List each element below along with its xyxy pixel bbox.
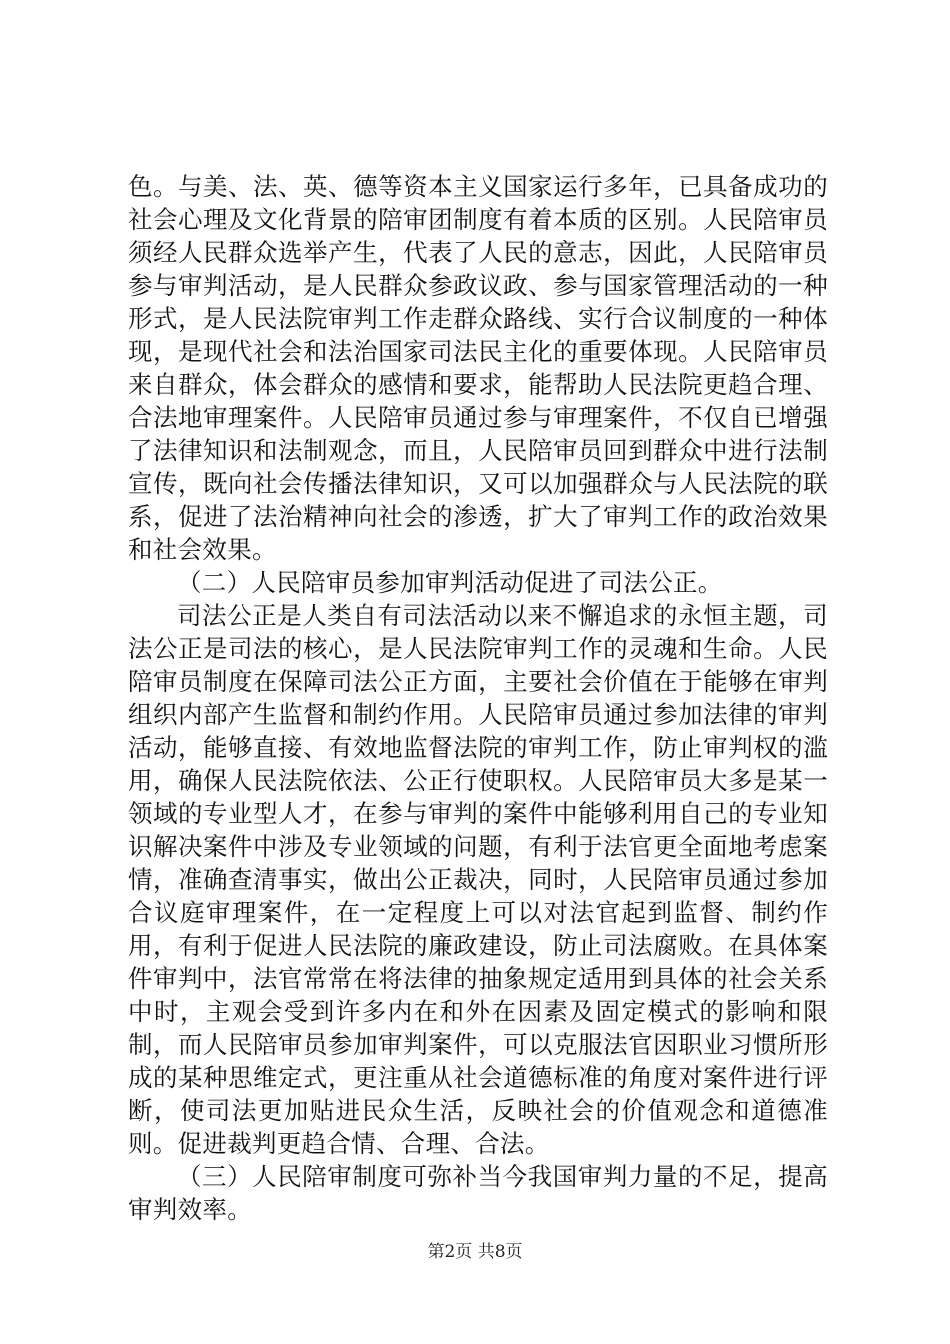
- section-heading-2: （二）人民陪审员参加审判活动促进了司法公正。: [177, 568, 723, 597]
- page-number-label: 第2页 共8页: [427, 1242, 523, 1262]
- page-footer: [0, 1240, 950, 1264]
- paragraph-judicial-fairness: 司法公正是人类自有司法活动以来不懈追求的永恒主题，司法公正是司法的核心，是人民法院审判工作的灵魂和生命。人民陪审员制度在保障司法公正方面，主要社会价值在于能够在审判组织内部产生监督和制约作用。人民陪审员通过参加法律的审判活动，能够直接、有效地监督法院的审判工作，防止审判权的滥用，确保人民法院依法、公正行使职权。人民陪审员大多是某一领域的专业型人才，在参与审判的案件中能够利用自己的专业知识解决案件中涉及专业领域的问题，有利于法官更全面地考虑案情，准确查清事实，做出公正裁决，同时，人民陪审员通过参加合议庭审理案件，在一定程度上可以对法官起到监督、制约作用，有利于促进人民法院的廉政建设，防止司法腐败。在具体案件审判中，法官常常在将法律的抽象规定适用到具体的社会关系中时，主观会受到许多内在和外在因素及固定模式的影响和限制，而人民陪审员参加审判案件，可以克服法官因职业习惯所形成的某种思维定式，更注重从社会道德标准的角度对案件进行评断，使司法更加贴进民众生活，反映社会的价值观念和道德准则。促进裁判更趋合情、合理、合法。: [128, 601, 828, 1158]
- document-body: [128, 170, 828, 1226]
- section-heading-3: （三）人民陪审制度可弥补当今我国审判力量的不足，提高审判效率。: [128, 1162, 828, 1224]
- paragraph-continuation: 色。与美、法、英、德等资本主义国家运行多年，已具备成功的社会心理及文化背景的陪审团制度有着本质的区别。人民陪审员须经人民群众选举产生，代表了人民的意志，因此，人民陪审员参与审判活动，是人民群众参政议政、参与国家管理活动的一种形式，是人民法院审判工作走群众路线、实行合议制度的一种体现，是现代社会和法治国家司法民主化的重要体现。人民陪审员来自群众，体会群众的感情和要求，能帮助人民法院更趋合理、合法地审理案件。人民陪审员通过参与审理案件，不仅自已增强了法律知识和法制观念，而且，人民陪审员回到群众中进行法制宣传，既向社会传播法律知识，又可以加强群众与人民法院的联系，促进了法治精神向社会的渗透，扩大了审判工作的政治效果和社会效果。: [128, 172, 828, 564]
